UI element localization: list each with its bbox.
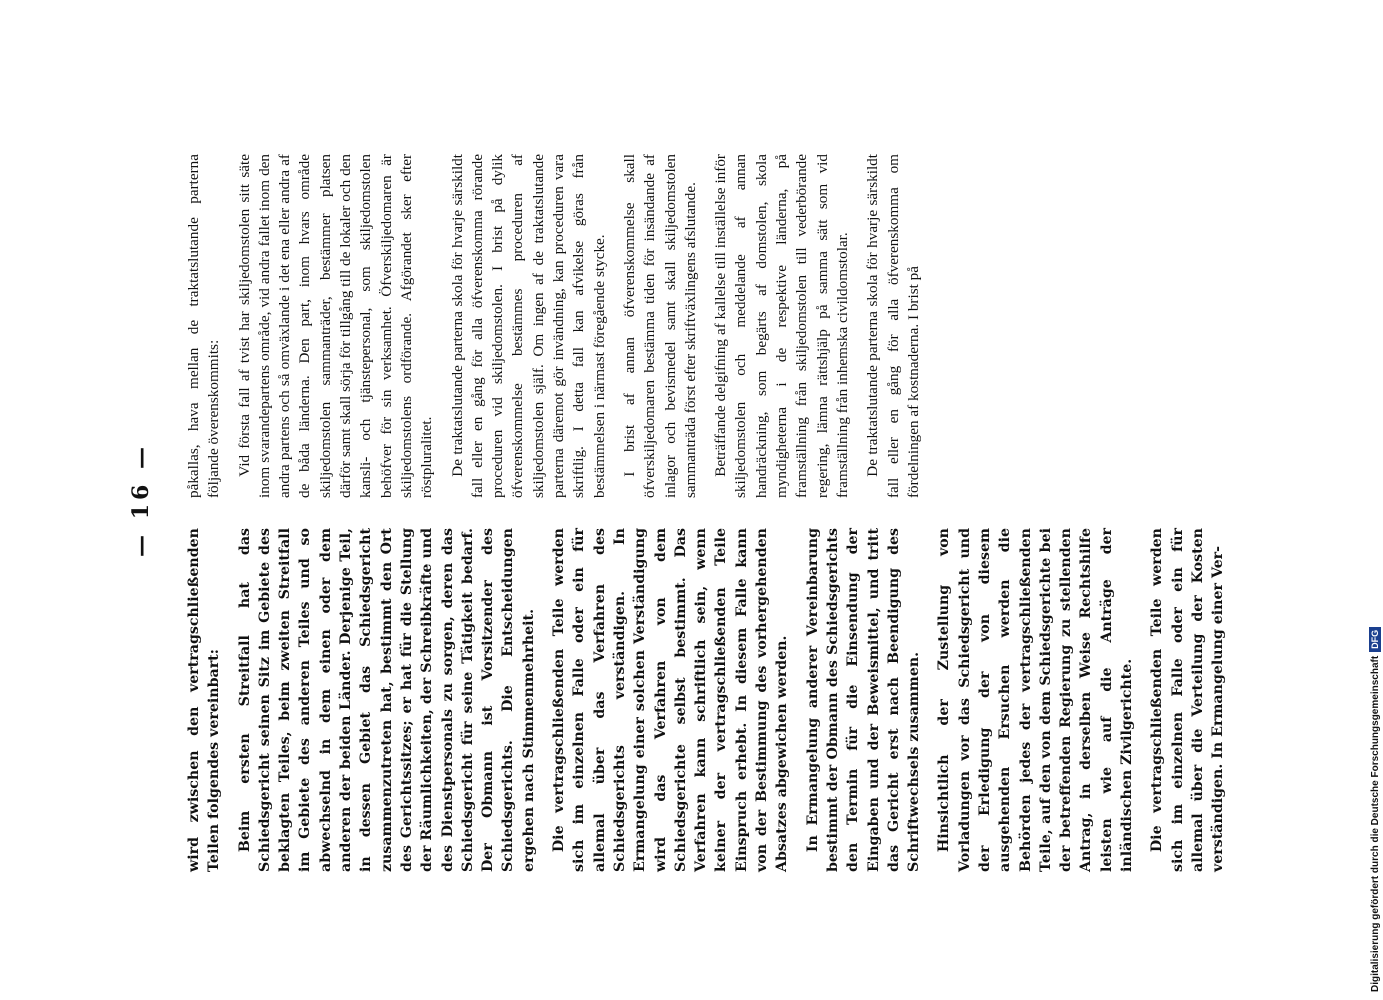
- rotated-page-scan: [128, 128, 1227, 872]
- swedish-paragraph: Vid första fall af tvist har skiljedomstolen sitt säte inom svarandepartens område, vid andra fallet inom den andra partens och så omväxlande i det ena eller andra af de båda länderna. Den part, inom hvars område skiljedomstolen sammanträder, bestämmer platsen därför samt skall sörja för tillgång till de lokaler och den kansli- och tjänstepersonal, som skiljedomstolen behöfver för sin verksamhet. Öfverskiljedomaren är skiljedomstolens ordförande. Afgörandet sker efter röstpluralitet.: [235, 154, 436, 498]
- german-paragraph: Hinsichtlich der Zustellung von Vorladungen vor das Schiedsgericht und der Erledigung der von diesem ausgehenden Ersuchen werden die Behörden jedes der vertragschließenden Teile, auf den von dem Schiedsgerichte bei der betreffenden Regierung zu stellenden Antrag, in derselben Weise Rechtshilfe leisten wie auf die Anträge der inländischen Zivilgerichte.: [936, 528, 1136, 872]
- swedish-paragraph: Beträffande delgifning af kallelse till inställelse inför skiljedomstolen och meddelande af annan handräckning, som begärts af domstolen, skola myndigheterna i de respektive länderna, på framställning från skiljedomstolen till vederbörande regering, lämna rättshjälp på samma sätt som vid framställning från inhemska civildomstolar.: [712, 154, 851, 498]
- digitization-note-text: Digitalisierung gefördert durch die Deutsche Forschungsgemeinschaft: [1370, 655, 1381, 992]
- german-paragraph: wird zwischen den vertragschließenden Teilen folgendes vereinbart:: [186, 528, 223, 872]
- swedish-paragraph: De traktatslutande parterna skola för hvarje särskildt fall eller en gång för alla öfverenskomma om fördelningen af kostnaderna. I brist på: [864, 154, 922, 498]
- swedish-paragraph: De traktatslutande parterna skola för hvarje särskildt fall eller en gång för alla öfverenskomma rörande proceduren vid skiljedomstolen. I brist på dylik öfverenskommelse bestämmes proceduren af skiljedomstolen själf. Om ingen af de traktatslutande parterna däremot gör invändning, kan proceduren vara skriftlig. I detta fall kan afvikelse göras från bestämmelsen i närmast föregående stycke.: [448, 154, 608, 498]
- digitization-note: [1369, 8, 1383, 992]
- swedish-paragraph: påkallas, hava mellan de traktatslutande parterna följande överenskommits:: [185, 154, 223, 498]
- swedish-paragraph: I brist af annan öfverenskommelse skall öfverskiljedomaren bestämma tiden för insändande af inlagor och bevismedel samt skall skiljedomstolen sammanträda först efter skriftväxlingens afslutande.: [620, 154, 699, 498]
- swedish-column: [184, 154, 1214, 498]
- dfg-logo: DFG: [1369, 627, 1381, 652]
- german-paragraph: Die vertragschließenden Teile werden sich im einzelnen Falle oder ein für allemal über die Verteilung der Kosten verständigen. In Ermangelung einer Ver-: [1149, 528, 1227, 872]
- german-paragraph: Die vertragschließenden Teile werden sich im einzelnen Falle oder ein für allemal über das Verfahren des Schiedsgerichts verständigen. In Ermangelung einer solchen Verständigung wird das Verfahren von dem Schiedsgerichte selbst bestimmt. Das Verfahren kann schriftlich sein, wenn keiner der vertragschließenden Teile Einspruch erhebt. In diesem Falle kann von der Bestimmung des vorhergehenden Absatzes abgewichen werden.: [551, 528, 791, 872]
- german-paragraph: Beim ersten Streitfall hat das Schiedsgericht seinen Sitz im Gebiete des beklagten Teiles, beim zweiten Streitfall im Gebiete des anderen Teiles und so abwechselnd in dem einen oder dem anderen der beiden Länder. Derjenige Teil, in dessen Gebiet das Schiedsgericht zusammenzutreten hat, bestimmt den Ort des Gerichtssitzes; er hat für die Stellung der Räumlichkeiten, der Schreibkräfte und des Dienstpersonals zu sorgen, deren das Schiedsgericht für seine Tätigkeit bedarf. Der Obmann ist Vorsitzender des Schiedsgerichts. Die Entscheidungen ergehen nach Stimmenmehrheit.: [236, 528, 537, 872]
- page-number: — 16 —: [128, 443, 154, 557]
- document-page: [128, 128, 1227, 872]
- german-column: [184, 528, 1227, 872]
- german-paragraph: In Ermangelung anderer Vereinbarung bestimmt der Obmann des Schiedsgerichts den Termin für die Einsendung der Eingaben und der Beweismittel, und tritt das Gericht erst nach Beendigung des Schriftwechsels zusammen.: [804, 528, 923, 872]
